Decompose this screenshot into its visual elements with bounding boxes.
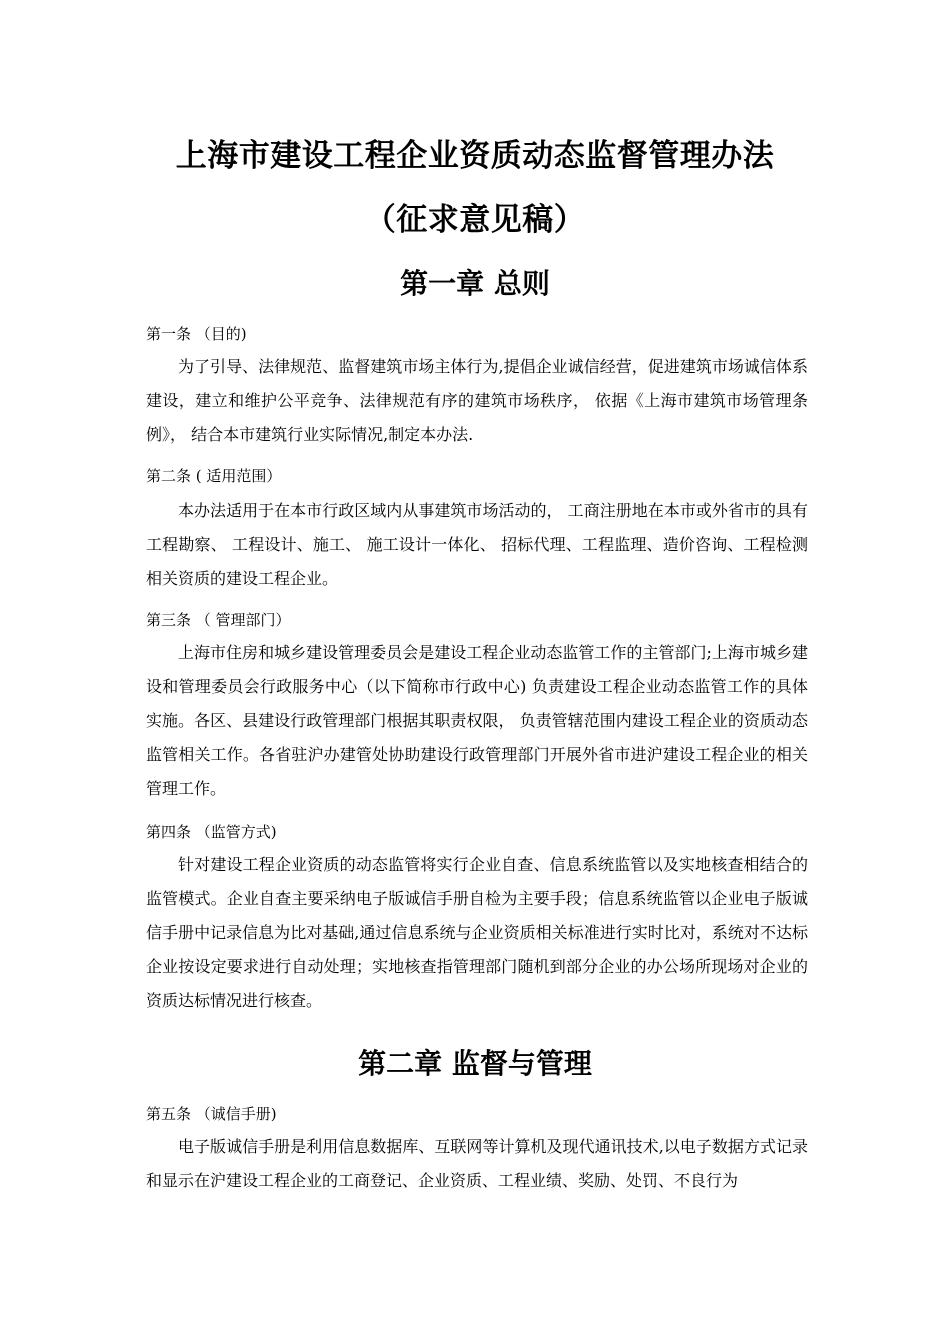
- article-heading: 第五条 （诚信手册): [146, 1105, 277, 1123]
- document-subtitle: （征求意见稿）: [364, 202, 586, 238]
- article-paragraph: 针对建设工程企业资质的动态监管将实行企业自查、信息系统监管以及实地核查相结合的监管模式。企业自查主要采纳电子版诚信手册自检为主要手段；信息系统监管以企业电子版诚信手册中记录信息为比对基础,通过信息系统与企业资质相关标准进行实时比对，系统对不达标企业按设定要求进行自动处理；实地核查指管理部门随机到部分企业的办公场所现场对企业的资质达标情况进行核查。: [146, 855, 808, 1010]
- article-heading: 第四条 （监管方式): [146, 823, 277, 841]
- article-heading: 第一条 （目的): [146, 325, 247, 343]
- chapter-heading: 第二章 监督与管理: [358, 1047, 592, 1080]
- article-paragraph: 本办法适用于在本市行政区域内从事建筑市场活动的， 工商注册地在本市或外省市的具有工程勘察、 工程设计、施工、 施工设计一体化、 招标代理、工程监理、造价咨询、工程检测相关资质的建设工程企业。: [146, 501, 808, 588]
- chapter-heading: 第一章 总则: [400, 267, 550, 300]
- document-title: 上海市建设工程企业资质动态监督管理办法: [175, 138, 775, 174]
- article-paragraph: 为了引导、法律规范、监督建筑市场主体行为,提倡企业诚信经营，促进建筑市场诚信体系建设，建立和维护公平竞争、法律规范有序的建筑市场秩序， 依据《上海市建筑市场管理条例》， 结合本市建筑行业实际情况,制定本办法.: [146, 357, 808, 444]
- article-heading: 第二条 ( 适用范围）: [146, 467, 282, 485]
- article-paragraph: 电子版诚信手册是利用信息数据库、互联网等计算机及现代通讯技术,以电子数据方式记录和显示在沪建设工程企业的工商登记、企业资质、工程业绩、奖励、处罚、不良行为: [146, 1137, 808, 1190]
- article-paragraph: 上海市住房和城乡建设管理委员会是建设工程企业动态监管工作的主管部门;上海市城乡建设和管理委员会行政服务中心（以下简称市行政中心) 负责建设工程企业动态监管工作的具体实施。各区、县建设行政管理部门根据其职责权限， 负责管辖范围内建设工程企业的资质动态监管相关工作。各省驻沪办建管处协助建设行政管理部门开展外省市进沪建设工程企业的相关管理工作。: [146, 643, 808, 798]
- article-heading: 第三条 （ 管理部门）: [146, 611, 291, 629]
